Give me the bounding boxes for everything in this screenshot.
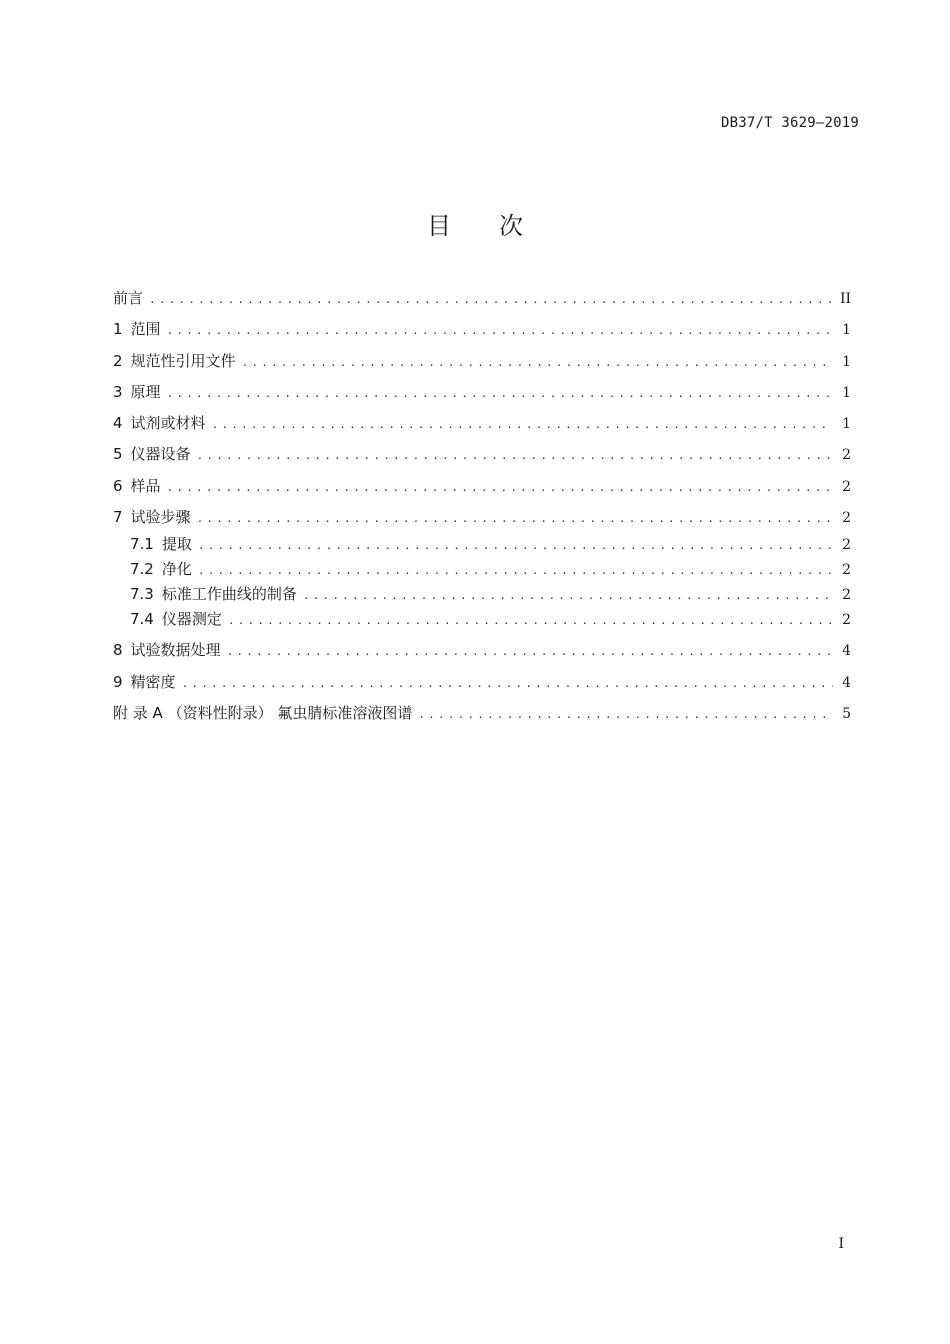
toc-entry-2[interactable]: [113, 349, 851, 374]
toc-entry-8[interactable]: [113, 638, 851, 663]
toc-entry-page: II: [839, 291, 851, 307]
toc-entry-page: 4: [842, 643, 851, 660]
toc-entry-1[interactable]: [113, 317, 851, 342]
toc-entry-5[interactable]: [113, 442, 851, 467]
toc-entry-page: 1: [842, 322, 851, 339]
toc-entry-page: 1: [842, 416, 851, 433]
page-title: 目次: [427, 212, 571, 240]
toc-entry-label: 原理: [130, 382, 161, 401]
toc-entry-label: 标准工作曲线的制备: [161, 585, 297, 604]
standard-code: DB37/T 3629—2019: [720, 115, 859, 131]
toc-entry-label: 附 录 A （资料性附录） 氟虫腈标准溶液图谱: [113, 703, 413, 722]
toc-entry-page: 2: [842, 478, 851, 495]
toc-entry-page: 1: [842, 353, 851, 370]
toc-entry-page: 5: [842, 705, 851, 722]
toc-entry-number: 3: [113, 382, 123, 401]
toc-entry-3[interactable]: [113, 380, 851, 405]
toc-entry-label: 试剂或材料: [130, 414, 206, 433]
toc-entry-number: 7.2: [130, 560, 154, 579]
toc-entry-appendix-a[interactable]: [113, 701, 851, 726]
dot-leader: [197, 506, 833, 530]
toc-entry-page: 1: [842, 384, 851, 401]
toc-entry-page: 2: [842, 510, 851, 527]
dot-leader: [227, 639, 833, 663]
toc-entry-number: 6: [113, 476, 123, 495]
toc-entry-page: 2: [842, 447, 851, 464]
table-of-contents: [113, 286, 851, 732]
toc-entry-label: 试验步骤: [130, 508, 191, 527]
toc-entry-number: 9: [113, 672, 123, 691]
toc-entry-number: 7: [113, 508, 123, 527]
toc-entry-7-4[interactable]: [113, 607, 851, 632]
toc-entry-4[interactable]: [113, 411, 851, 436]
dot-leader: [197, 443, 833, 467]
toc-entry-number: 7.4: [130, 610, 154, 629]
toc-entry-page: 2: [842, 587, 851, 604]
toc-entry-foreword[interactable]: [113, 286, 851, 311]
dot-leader: [242, 350, 833, 374]
toc-entry-7[interactable]: [113, 505, 851, 530]
toc-entry-number: 7.3: [130, 585, 154, 604]
dot-leader: [418, 702, 833, 726]
dot-leader: [182, 671, 833, 695]
dot-leader: [198, 533, 833, 557]
dot-leader: [167, 381, 833, 405]
toc-entry-7-1[interactable]: [113, 532, 851, 557]
toc-entry-label: 仪器设备: [130, 445, 191, 464]
toc-entry-page: 2: [842, 612, 851, 629]
dot-leader: [167, 475, 833, 499]
toc-entry-label: 精密度: [130, 672, 176, 691]
toc-entry-page: 4: [842, 674, 851, 691]
toc-entry-label: 提取: [161, 535, 192, 554]
toc-entry-7-2[interactable]: [113, 557, 851, 582]
toc-entry-6[interactable]: [113, 474, 851, 499]
toc-entry-page: 2: [842, 537, 851, 554]
toc-entry-label: 样品: [130, 476, 161, 495]
toc-entry-label: 规范性引用文件: [130, 351, 236, 370]
toc-entry-number: 2: [113, 351, 123, 370]
toc-entry-number: 5: [113, 445, 123, 464]
toc-entry-label: 前言: [113, 289, 144, 307]
toc-entry-number: 7.1: [130, 535, 154, 554]
toc-entry-number: 1: [113, 320, 123, 339]
toc-entry-9[interactable]: [113, 670, 851, 695]
dot-leader: [212, 412, 833, 436]
dot-leader: [167, 318, 833, 342]
toc-entry-label: 范围: [130, 320, 161, 339]
toc-entry-label: 仪器测定: [161, 610, 222, 629]
toc-entry-label: 净化: [161, 560, 192, 579]
toc-entry-label: 试验数据处理: [130, 641, 221, 660]
dot-leader: [198, 558, 833, 582]
toc-entry-page: 2: [842, 562, 851, 579]
toc-entry-number: 8: [113, 641, 123, 660]
dot-leader: [303, 583, 833, 607]
dot-leader: [228, 608, 833, 632]
toc-entry-7-3[interactable]: [113, 582, 851, 607]
page-number: I: [838, 1236, 844, 1252]
dot-leader: [149, 287, 833, 311]
toc-entry-number: 4: [113, 414, 123, 433]
